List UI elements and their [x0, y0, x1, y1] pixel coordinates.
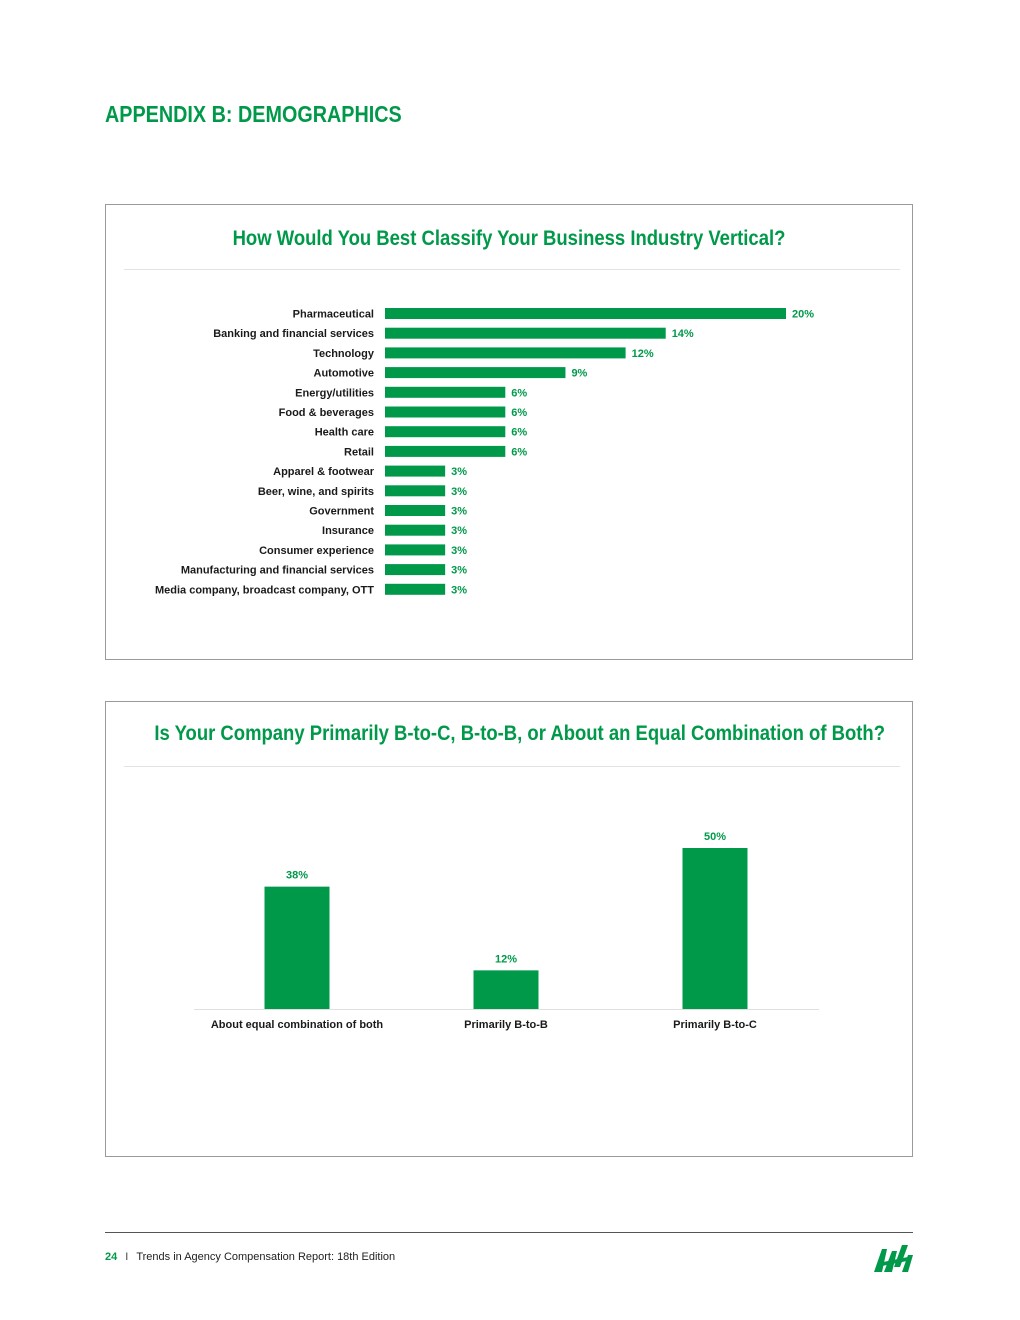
bar	[385, 387, 505, 398]
bar	[385, 564, 445, 575]
bar	[385, 328, 666, 339]
value-label: 3%	[451, 544, 468, 557]
page-title: APPENDIX B: DEMOGRAPHICS	[105, 101, 402, 127]
category-label: Consumer experience	[259, 544, 374, 557]
category-label: Primarily B-to-B	[464, 1019, 548, 1031]
footer	[105, 1251, 395, 1263]
bar	[385, 584, 445, 595]
value-label: 50%	[703, 831, 727, 843]
value-label: 3%	[451, 584, 468, 597]
value-label: 6%	[511, 407, 528, 419]
footer-separator: I	[125, 1251, 129, 1263]
value-label: 3%	[451, 466, 468, 479]
page-number: 24	[105, 1251, 118, 1263]
value-label: 38%	[285, 869, 309, 882]
value-label: 6%	[511, 387, 528, 400]
value-label: 14%	[671, 328, 694, 341]
industry-vertical-panel	[105, 204, 913, 660]
bar	[385, 308, 786, 319]
category-label: Energy/utilities	[295, 387, 374, 400]
category-label: About equal combination of both	[210, 1019, 384, 1031]
industry-bar-chart	[106, 205, 912, 659]
category-label: Food & beverages	[278, 407, 374, 419]
bar	[474, 970, 539, 1009]
value-label: 12%	[494, 953, 518, 966]
bar	[385, 525, 445, 536]
category-label: Primarily B-to-C	[673, 1019, 757, 1031]
industry-chart-title: How Would You Best Classify Your Business Industry Vertical?	[232, 227, 786, 250]
value-label: 3%	[451, 525, 468, 538]
value-label: 12%	[631, 347, 654, 360]
category-label: Insurance	[322, 525, 374, 538]
bar	[385, 505, 445, 516]
ana-logo	[872, 1243, 916, 1273]
value-label: 9%	[571, 367, 588, 380]
category-label: Retail	[344, 446, 374, 459]
bar	[385, 347, 626, 358]
value-label: 3%	[451, 485, 468, 498]
category-label: Technology	[313, 347, 374, 360]
bar	[385, 446, 505, 457]
category-label: Government	[309, 505, 374, 518]
value-label: 20%	[792, 308, 815, 321]
value-label: 6%	[511, 446, 528, 459]
value-label: 3%	[451, 505, 468, 518]
category-label: Beer, wine, and spirits	[257, 485, 374, 498]
business-type-chart-title: Is Your Company Primarily B-to-C, B-to-B, or About an Equal Combination of Both?	[154, 722, 885, 745]
category-label: Pharmaceutical	[292, 308, 374, 321]
report-title: Trends in Agency Compensation Report: 18th Edition	[136, 1251, 396, 1263]
category-label: Media company, broadcast company, OTT	[154, 584, 374, 597]
bar	[385, 407, 505, 418]
bar	[385, 426, 505, 437]
category-label: Automotive	[313, 367, 374, 380]
bar	[683, 848, 748, 1009]
value-label: 3%	[451, 564, 468, 577]
category-label: Manufacturing and financial services	[180, 564, 374, 577]
business-type-bar-chart	[106, 702, 912, 1156]
category-label: Banking and financial services	[213, 328, 374, 341]
bar	[265, 887, 330, 1009]
category-label: Apparel & footwear	[273, 466, 374, 479]
value-label: 6%	[511, 426, 528, 439]
business-type-panel	[105, 701, 913, 1157]
bar	[385, 544, 445, 555]
category-label: Health care	[314, 426, 374, 439]
bar	[385, 485, 445, 496]
bar	[385, 466, 445, 477]
bar	[385, 367, 565, 378]
footer-divider	[105, 1232, 913, 1233]
